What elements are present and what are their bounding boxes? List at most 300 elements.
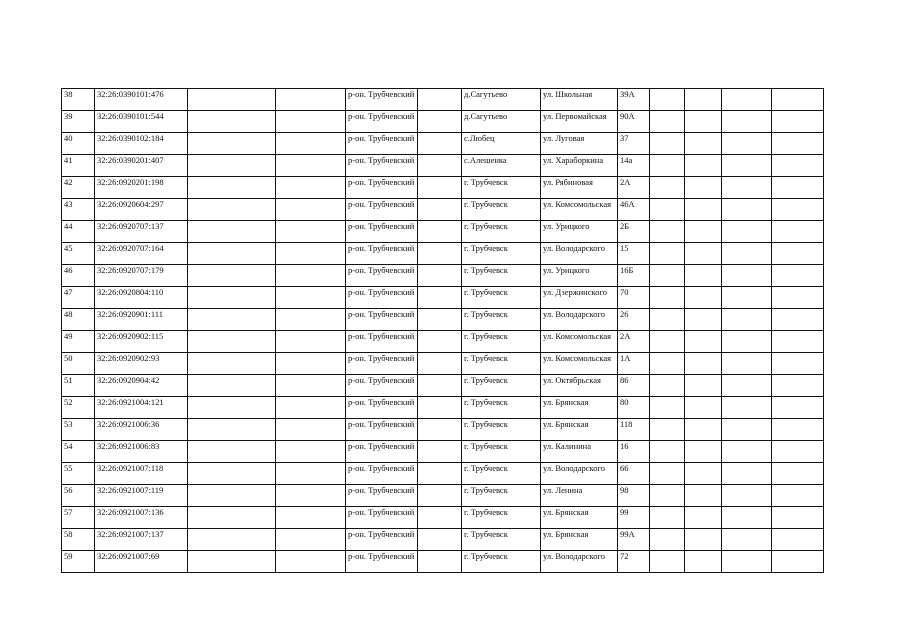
table-row (62, 331, 824, 353)
empty-cell (772, 463, 824, 485)
empty-cell (722, 243, 772, 265)
empty-cell (650, 419, 685, 441)
table-row (62, 309, 824, 331)
empty-cell (418, 155, 462, 177)
empty-cell (685, 221, 722, 243)
empty-cell (685, 155, 722, 177)
empty-cell (772, 265, 824, 287)
district-cell: р-он. Трубчевский (346, 89, 418, 111)
empty-cell (188, 507, 276, 529)
house-number-cell: 118 (618, 419, 650, 441)
row-number-cell: 55 (62, 463, 95, 485)
street-cell: ул. Володарского (541, 309, 618, 331)
empty-cell (685, 485, 722, 507)
empty-cell (418, 529, 462, 551)
cadastral-number-cell: 32:26:0920707:137 (95, 221, 188, 243)
empty-cell (772, 441, 824, 463)
empty-cell (188, 551, 276, 573)
table-row (62, 177, 824, 199)
cadastral-number-cell: 32:26:0920201:198 (95, 177, 188, 199)
empty-cell (685, 111, 722, 133)
empty-cell (722, 177, 772, 199)
empty-cell (650, 463, 685, 485)
empty-cell (685, 177, 722, 199)
empty-cell (722, 485, 772, 507)
table-row (62, 441, 824, 463)
house-number-cell: 46А (618, 199, 650, 221)
empty-cell (685, 353, 722, 375)
empty-cell (772, 111, 824, 133)
street-cell: ул. Калинина (541, 441, 618, 463)
empty-cell (772, 485, 824, 507)
settlement-cell: г. Трубчевск (462, 397, 541, 419)
empty-cell (276, 177, 346, 199)
empty-cell (772, 133, 824, 155)
empty-cell (685, 441, 722, 463)
settlement-cell: г. Трубчевск (462, 309, 541, 331)
empty-cell (722, 551, 772, 573)
empty-cell (188, 331, 276, 353)
settlement-cell: г. Трубчевск (462, 551, 541, 573)
empty-cell (276, 265, 346, 287)
empty-cell (188, 441, 276, 463)
empty-cell (722, 375, 772, 397)
empty-cell (685, 265, 722, 287)
house-number-cell: 26 (618, 309, 650, 331)
empty-cell (418, 331, 462, 353)
empty-cell (188, 221, 276, 243)
empty-cell (685, 309, 722, 331)
district-cell: р-он. Трубчевский (346, 353, 418, 375)
settlement-cell: г. Трубчевск (462, 353, 541, 375)
district-cell: р-он. Трубчевский (346, 287, 418, 309)
empty-cell (188, 353, 276, 375)
empty-cell (650, 287, 685, 309)
cadastral-number-cell: 32:26:0921006:83 (95, 441, 188, 463)
district-cell: р-он. Трубчевский (346, 507, 418, 529)
table-body (62, 89, 824, 573)
house-number-cell: 72 (618, 551, 650, 573)
empty-cell (685, 331, 722, 353)
street-cell: ул. Брянская (541, 507, 618, 529)
settlement-cell: г. Трубчевск (462, 177, 541, 199)
empty-cell (188, 419, 276, 441)
settlement-cell: г. Трубчевск (462, 419, 541, 441)
settlement-cell: г. Трубчевск (462, 221, 541, 243)
district-cell: р-он. Трубчевский (346, 551, 418, 573)
empty-cell (772, 419, 824, 441)
settlement-cell: г. Трубчевск (462, 441, 541, 463)
empty-cell (722, 397, 772, 419)
empty-cell (722, 199, 772, 221)
empty-cell (650, 243, 685, 265)
settlement-cell: г. Трубчевск (462, 265, 541, 287)
empty-cell (772, 529, 824, 551)
row-number-cell: 53 (62, 419, 95, 441)
district-cell: р-он. Трубчевский (346, 199, 418, 221)
empty-cell (772, 243, 824, 265)
cadastral-number-cell: 32:26:0921007:118 (95, 463, 188, 485)
empty-cell (188, 309, 276, 331)
empty-cell (418, 551, 462, 573)
street-cell: ул. Школьная (541, 89, 618, 111)
table-row (62, 529, 824, 551)
settlement-cell: г. Трубчевск (462, 331, 541, 353)
empty-cell (772, 155, 824, 177)
house-number-cell: 2Б (618, 221, 650, 243)
empty-cell (276, 353, 346, 375)
row-number-cell: 54 (62, 441, 95, 463)
empty-cell (418, 485, 462, 507)
empty-cell (188, 397, 276, 419)
house-number-cell: 70 (618, 287, 650, 309)
street-cell: ул. Хараборкина (541, 155, 618, 177)
empty-cell (722, 265, 772, 287)
empty-cell (276, 441, 346, 463)
empty-cell (188, 265, 276, 287)
settlement-cell: г. Трубчевск (462, 507, 541, 529)
empty-cell (650, 441, 685, 463)
house-number-cell: 2А (618, 177, 650, 199)
empty-cell (772, 331, 824, 353)
empty-cell (650, 111, 685, 133)
empty-cell (188, 89, 276, 111)
house-number-cell: 99А (618, 529, 650, 551)
district-cell: р-он. Трубчевский (346, 111, 418, 133)
empty-cell (276, 309, 346, 331)
empty-cell (650, 221, 685, 243)
row-number-cell: 46 (62, 265, 95, 287)
empty-cell (722, 111, 772, 133)
empty-cell (276, 331, 346, 353)
district-cell: р-он. Трубчевский (346, 463, 418, 485)
empty-cell (650, 485, 685, 507)
empty-cell (772, 287, 824, 309)
empty-cell (722, 155, 772, 177)
empty-cell (650, 331, 685, 353)
empty-cell (722, 529, 772, 551)
empty-cell (276, 419, 346, 441)
street-cell: ул. Луговая (541, 133, 618, 155)
row-number-cell: 42 (62, 177, 95, 199)
street-cell: ул. Володарского (541, 243, 618, 265)
empty-cell (418, 397, 462, 419)
empty-cell (722, 463, 772, 485)
district-cell: р-он. Трубчевский (346, 331, 418, 353)
district-cell: р-он. Трубчевский (346, 375, 418, 397)
empty-cell (722, 331, 772, 353)
empty-cell (772, 507, 824, 529)
street-cell: ул. Рябиновая (541, 177, 618, 199)
settlement-cell: г. Трубчевск (462, 199, 541, 221)
empty-cell (685, 419, 722, 441)
street-cell: ул. Урицкого (541, 265, 618, 287)
empty-cell (772, 375, 824, 397)
row-number-cell: 50 (62, 353, 95, 375)
empty-cell (650, 155, 685, 177)
empty-cell (418, 463, 462, 485)
house-number-cell: 80 (618, 397, 650, 419)
empty-cell (188, 243, 276, 265)
settlement-cell: г. Трубчевск (462, 243, 541, 265)
empty-cell (650, 397, 685, 419)
table-row (62, 243, 824, 265)
district-cell: р-он. Трубчевский (346, 221, 418, 243)
street-cell: ул. Володарского (541, 551, 618, 573)
cadastral-number-cell: 32:26:0920901:111 (95, 309, 188, 331)
street-cell: ул. Комсомольская (541, 199, 618, 221)
cadastral-number-cell: 32:26:0921007:136 (95, 507, 188, 529)
row-number-cell: 59 (62, 551, 95, 573)
row-number-cell: 39 (62, 111, 95, 133)
row-number-cell: 51 (62, 375, 95, 397)
empty-cell (722, 89, 772, 111)
row-number-cell: 47 (62, 287, 95, 309)
house-number-cell: 39А (618, 89, 650, 111)
cadastral-number-cell: 32:26:0920902:115 (95, 331, 188, 353)
table-row (62, 287, 824, 309)
row-number-cell: 48 (62, 309, 95, 331)
settlement-cell: с.Любец (462, 133, 541, 155)
empty-cell (722, 309, 772, 331)
house-number-cell: 16Б (618, 265, 650, 287)
empty-cell (772, 221, 824, 243)
district-cell: р-он. Трубчевский (346, 485, 418, 507)
empty-cell (276, 485, 346, 507)
cadastral-number-cell: 32:26:0921004:121 (95, 397, 188, 419)
street-cell: ул. Брянская (541, 419, 618, 441)
table-row (62, 375, 824, 397)
empty-cell (418, 375, 462, 397)
house-number-cell: 66 (618, 463, 650, 485)
empty-cell (685, 199, 722, 221)
empty-cell (650, 177, 685, 199)
empty-cell (188, 463, 276, 485)
cadastral-number-cell: 32:26:0390201:407 (95, 155, 188, 177)
empty-cell (685, 243, 722, 265)
table-row (62, 265, 824, 287)
row-number-cell: 56 (62, 485, 95, 507)
empty-cell (772, 397, 824, 419)
row-number-cell: 41 (62, 155, 95, 177)
cadastral-number-cell: 32:26:0390102:184 (95, 133, 188, 155)
empty-cell (418, 243, 462, 265)
row-number-cell: 52 (62, 397, 95, 419)
street-cell: ул. Дзержинского (541, 287, 618, 309)
settlement-cell: с.Алешенка (462, 155, 541, 177)
settlement-cell: д.Сагутьево (462, 111, 541, 133)
street-cell: ул. Брянская (541, 397, 618, 419)
empty-cell (276, 529, 346, 551)
empty-cell (722, 507, 772, 529)
empty-cell (276, 243, 346, 265)
empty-cell (188, 177, 276, 199)
table-row (62, 463, 824, 485)
table-row (62, 507, 824, 529)
street-cell: ул. Володарского (541, 463, 618, 485)
house-number-cell: 16 (618, 441, 650, 463)
empty-cell (772, 89, 824, 111)
settlement-cell: г. Трубчевск (462, 287, 541, 309)
empty-cell (722, 221, 772, 243)
empty-cell (418, 221, 462, 243)
empty-cell (418, 309, 462, 331)
settlement-cell: д.Сагутьево (462, 89, 541, 111)
empty-cell (722, 441, 772, 463)
empty-cell (418, 287, 462, 309)
cadastral-number-cell: 32:26:0920604:297 (95, 199, 188, 221)
table-row (62, 485, 824, 507)
table-row (62, 419, 824, 441)
row-number-cell: 58 (62, 529, 95, 551)
district-cell: р-он. Трубчевский (346, 265, 418, 287)
property-register-table (61, 88, 824, 573)
table-row (62, 353, 824, 375)
table-row (62, 551, 824, 573)
empty-cell (418, 199, 462, 221)
house-number-cell: 98 (618, 485, 650, 507)
empty-cell (188, 199, 276, 221)
table-row (62, 199, 824, 221)
empty-cell (276, 397, 346, 419)
empty-cell (722, 133, 772, 155)
district-cell: р-он. Трубчевский (346, 177, 418, 199)
cadastral-number-cell: 32:26:0921007:119 (95, 485, 188, 507)
empty-cell (276, 133, 346, 155)
table-row (62, 89, 824, 111)
table-row (62, 155, 824, 177)
street-cell: ул. Брянская (541, 529, 618, 551)
cadastral-number-cell: 32:26:0390101:544 (95, 111, 188, 133)
cadastral-number-cell: 32:26:0920904:42 (95, 375, 188, 397)
house-number-cell: 1А (618, 353, 650, 375)
cadastral-number-cell: 32:26:0921006:36 (95, 419, 188, 441)
empty-cell (685, 287, 722, 309)
cadastral-number-cell: 32:26:0920804:110 (95, 287, 188, 309)
settlement-cell: г. Трубчевск (462, 529, 541, 551)
district-cell: р-он. Трубчевский (346, 529, 418, 551)
empty-cell (418, 441, 462, 463)
empty-cell (276, 375, 346, 397)
table-row (62, 111, 824, 133)
empty-cell (685, 551, 722, 573)
row-number-cell: 40 (62, 133, 95, 155)
empty-cell (276, 287, 346, 309)
empty-cell (276, 111, 346, 133)
empty-cell (685, 507, 722, 529)
street-cell: ул. Комсомольская (541, 331, 618, 353)
empty-cell (650, 309, 685, 331)
empty-cell (418, 89, 462, 111)
district-cell: р-он. Трубчевский (346, 243, 418, 265)
empty-cell (276, 507, 346, 529)
empty-cell (276, 551, 346, 573)
empty-cell (276, 89, 346, 111)
cadastral-number-cell: 32:26:0390101:476 (95, 89, 188, 111)
empty-cell (188, 133, 276, 155)
empty-cell (650, 529, 685, 551)
empty-cell (650, 133, 685, 155)
empty-cell (650, 199, 685, 221)
house-number-cell: 37 (618, 133, 650, 155)
empty-cell (418, 265, 462, 287)
empty-cell (418, 111, 462, 133)
row-number-cell: 43 (62, 199, 95, 221)
house-number-cell: 14а (618, 155, 650, 177)
street-cell: ул. Первомайская (541, 111, 618, 133)
empty-cell (188, 287, 276, 309)
empty-cell (418, 353, 462, 375)
street-cell: ул. Ленина (541, 485, 618, 507)
empty-cell (188, 485, 276, 507)
house-number-cell: 2А (618, 331, 650, 353)
house-number-cell: 90А (618, 111, 650, 133)
empty-cell (722, 419, 772, 441)
street-cell: ул. Октябрьская (541, 375, 618, 397)
empty-cell (772, 199, 824, 221)
empty-cell (650, 89, 685, 111)
house-number-cell: 99 (618, 507, 650, 529)
empty-cell (188, 155, 276, 177)
empty-cell (685, 375, 722, 397)
table-row (62, 221, 824, 243)
empty-cell (276, 155, 346, 177)
empty-cell (772, 353, 824, 375)
empty-cell (685, 529, 722, 551)
house-number-cell: 86 (618, 375, 650, 397)
empty-cell (418, 507, 462, 529)
empty-cell (276, 463, 346, 485)
empty-cell (650, 375, 685, 397)
empty-cell (188, 111, 276, 133)
empty-cell (685, 89, 722, 111)
district-cell: р-он. Трубчевский (346, 441, 418, 463)
empty-cell (772, 177, 824, 199)
house-number-cell: 15 (618, 243, 650, 265)
table-row (62, 133, 824, 155)
row-number-cell: 44 (62, 221, 95, 243)
row-number-cell: 49 (62, 331, 95, 353)
street-cell: ул. Комсомольская (541, 353, 618, 375)
empty-cell (722, 287, 772, 309)
empty-cell (418, 177, 462, 199)
empty-cell (685, 133, 722, 155)
district-cell: р-он. Трубчевский (346, 155, 418, 177)
row-number-cell: 57 (62, 507, 95, 529)
empty-cell (650, 265, 685, 287)
district-cell: р-он. Трубчевский (346, 133, 418, 155)
row-number-cell: 45 (62, 243, 95, 265)
empty-cell (276, 221, 346, 243)
empty-cell (650, 353, 685, 375)
cadastral-number-cell: 32:26:0920902:93 (95, 353, 188, 375)
district-cell: р-он. Трубчевский (346, 419, 418, 441)
empty-cell (650, 551, 685, 573)
street-cell: ул. Урицкого (541, 221, 618, 243)
district-cell: р-он. Трубчевский (346, 397, 418, 419)
empty-cell (722, 353, 772, 375)
empty-cell (772, 309, 824, 331)
settlement-cell: г. Трубчевск (462, 485, 541, 507)
settlement-cell: г. Трубчевск (462, 463, 541, 485)
empty-cell (276, 199, 346, 221)
cadastral-number-cell: 32:26:0921007:137 (95, 529, 188, 551)
empty-cell (650, 507, 685, 529)
settlement-cell: г. Трубчевск (462, 375, 541, 397)
cadastral-number-cell: 32:26:0920707:164 (95, 243, 188, 265)
district-cell: р-он. Трубчевский (346, 309, 418, 331)
table-row (62, 397, 824, 419)
